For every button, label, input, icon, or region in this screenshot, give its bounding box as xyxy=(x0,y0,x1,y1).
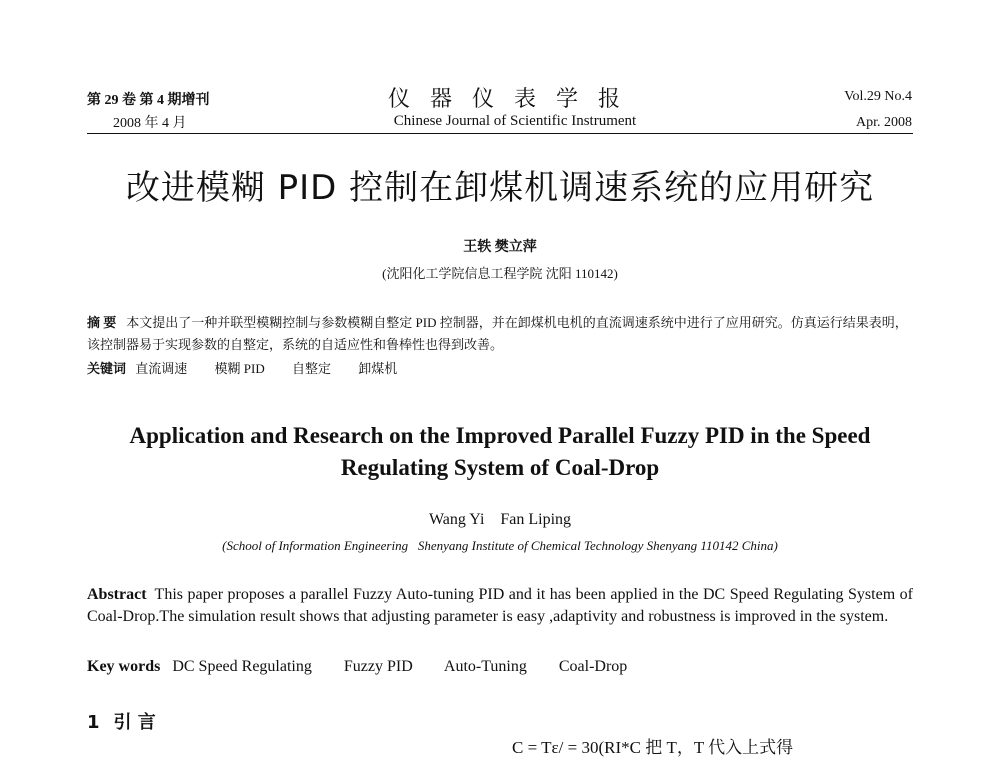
keywords-en xyxy=(87,658,655,676)
keyword-cn: 直流调速 xyxy=(135,361,188,376)
abstract-cn-label: 摘 要 xyxy=(87,315,117,330)
abstract-en-text: This paper proposes a parallel Fuzzy Auto-tuning PID and it has been applied in the DC Speed Regulating System of Coal-Drop.The simulation result shows that adjusting parameter is easy ,adaptivity and robustness is improved in the system. xyxy=(87,586,913,625)
authors-en: Wang Yi Fan Liping xyxy=(428,511,572,528)
abstract-cn xyxy=(87,312,917,356)
affiliation-cn: (沈阳化工学院信息工程学院 沈阳 110142) xyxy=(382,266,618,281)
keyword-en: Fuzzy PID xyxy=(343,658,413,675)
keywords-cn xyxy=(87,358,421,377)
keyword-en: Auto-Tuning xyxy=(443,658,527,675)
keyword-cn: 模糊 PID xyxy=(214,361,265,376)
header-rule xyxy=(87,133,913,134)
date-cn: 2008 年 4 月 xyxy=(113,116,187,131)
keywords-en-label: Key words xyxy=(87,658,161,675)
abstract-en-label: Abstract xyxy=(87,586,147,603)
affiliation-en: (School of Information Engineering Shenyang Institute of Chemical Technology Shenyang 110142 China) xyxy=(222,538,778,553)
volume-issue-en: Vol.29 No.4 xyxy=(844,89,912,104)
keyword-en: Coal-Drop xyxy=(558,658,628,675)
volume-issue-cn: 第 29 卷 第 4 期增刊 xyxy=(87,93,210,108)
abstract-cn-text: 本文提出了一种并联型模糊控制与参数模糊自整定 PID 控制器，并在卸煤机电机的直流调速系统中进行了应用研究。仿真运行结果表明，该控制器易于实现参数的自整定，系统的自适应性和鲁棒性也得到改善。 xyxy=(87,315,908,352)
section-title: 引 言 xyxy=(113,712,156,733)
section-heading xyxy=(87,708,156,734)
keyword-en: DC Speed Regulating xyxy=(172,658,312,675)
keywords-cn-label: 关键词 xyxy=(87,361,127,376)
authors-cn: 王轶 樊立萍 xyxy=(463,240,537,255)
keyword-cn: 卸煤机 xyxy=(358,361,398,376)
journal-name-en: Chinese Journal of Scientific Instrument xyxy=(393,113,637,129)
date-en: Apr. 2008 xyxy=(856,115,912,130)
paper-title-en: Application and Research on the Improved Parallel Fuzzy PID in the Speed Regulating System of Coal-Drop xyxy=(129,423,871,480)
abstract-en xyxy=(87,584,913,628)
keyword-cn: 自整定 xyxy=(291,361,331,376)
journal-name-cn: 仪器仪表学报 xyxy=(387,86,640,111)
formula-fragment: C = Tε/ = 30(RI*C 把 T，T 代入上式得 xyxy=(512,738,794,757)
section-number: 1 xyxy=(87,712,100,733)
paper-title-cn: 改进模糊 PID 控制在卸煤机调速系统的应用研究 xyxy=(125,168,875,208)
